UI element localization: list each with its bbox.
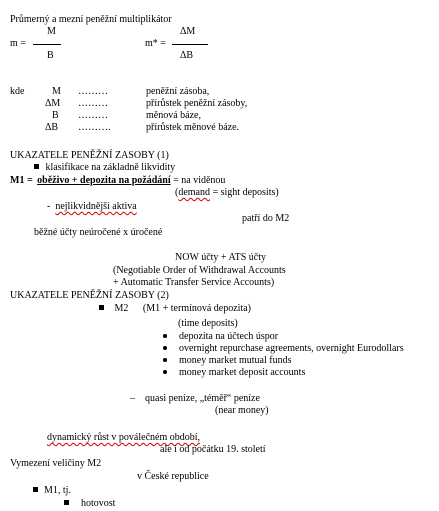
bullet-dot-icon (163, 358, 167, 362)
bullet-dot-icon (163, 334, 167, 338)
legend-symbol: ΔM (45, 98, 61, 109)
m2-list-item: overnight repurchase agreements, overnight Eurodollars (163, 343, 404, 355)
now-full-name: (Negotiable Order of Withdrawal Accounts (113, 265, 286, 276)
legend-dots: ……… (78, 86, 108, 97)
avg-multiplier-numerator: M (47, 26, 56, 37)
legend-description: měnová báze, (146, 110, 201, 121)
demand-rest: = sight deposits) (212, 187, 279, 198)
section1-heading: UKAZATELE PENĚŽNÍ ZASOBY (1) (10, 150, 169, 161)
section1-bullet-text: klasifikace na základně likvidity (45, 162, 176, 173)
demand-word: demand (178, 187, 210, 198)
marginal-multiplier-denominator: ΔB (180, 50, 194, 61)
legend-description: peněžní zásoba, (146, 86, 210, 97)
cash-item: hotovost (64, 498, 115, 510)
bullet-dot-icon (163, 346, 167, 350)
bullet-dot-icon (163, 370, 167, 374)
legend-kde: kde (10, 86, 25, 97)
quasi-money: – quasi peníze, „téměř“ peníze (130, 393, 260, 404)
square-bullet-icon (99, 305, 104, 310)
legend-description: přírůstek měnové báze. (146, 122, 240, 133)
m2-list-item: depozita na účtech úspor (163, 331, 278, 343)
now-ats-accounts: NOW účty + ATS účty (175, 252, 267, 263)
avg-multiplier-lhs: m = (10, 38, 26, 49)
m2-label: M2 (114, 303, 129, 314)
m1-label: M1 = (10, 175, 33, 186)
section1-bullet (34, 162, 175, 174)
page-title: Průmerný a mezní peněžní multiplikátor (10, 14, 172, 25)
m2-definition (99, 303, 251, 315)
marginal-multiplier-lhs: m* = (145, 38, 166, 49)
m2-list-item: money market mutual funds (163, 355, 291, 367)
time-deposits: (time deposits) (178, 318, 238, 329)
legend-symbol: B (52, 110, 59, 121)
m2-list-item: money market deposit accounts (163, 367, 305, 379)
square-bullet-icon (64, 500, 69, 505)
avg-multiplier-denominator: B (47, 50, 54, 61)
less-liquid-text: nejlikvidnější aktiva (55, 201, 137, 212)
marginal-fraction-bar (172, 44, 208, 45)
legend-dots: ……… (78, 110, 108, 121)
avg-fraction-bar (33, 44, 61, 45)
m1-item: M1, tj. (33, 485, 71, 497)
m1-components: oběživo + depozita na požádání (37, 175, 171, 186)
demand-deposits-note: (demand = sight deposits) (175, 187, 279, 198)
section3-heading: Vymezení veličiny M2 (10, 458, 102, 469)
ats-full-name: + Automatic Transfer Service Accounts) (113, 277, 275, 288)
near-money: (near money) (215, 405, 269, 416)
m1-rest: = na viděnou (173, 175, 226, 186)
square-bullet-icon (34, 164, 39, 169)
belongs-to-m2: patří do M2 (242, 213, 290, 224)
less-liquid-line: - nejlikvidnější aktiva (47, 201, 137, 212)
m1-definition (10, 175, 225, 187)
legend-symbol: M (52, 86, 61, 97)
section3-subheading: v České republice (137, 471, 209, 482)
legend-dots: ……… (78, 98, 108, 109)
current-accounts: běžné účty neúročené x úročené (34, 227, 163, 238)
square-bullet-icon (33, 487, 38, 492)
growth-note-2: ale i od počátku 19. století (160, 444, 266, 455)
section2-heading: UKAZATELE PENĚŽNÍ ZASOBY (2) (10, 290, 169, 301)
m2-def: (M1 + termínová depozita) (142, 303, 252, 314)
legend-description: přírůstek peněžní zásoby, (146, 98, 248, 109)
legend-symbol: ΔB (45, 122, 59, 133)
legend-dots: ………. (78, 122, 111, 133)
marginal-multiplier-numerator: ΔM (180, 26, 196, 37)
growth-note: dynamický růst v poválečném období, (47, 432, 201, 443)
